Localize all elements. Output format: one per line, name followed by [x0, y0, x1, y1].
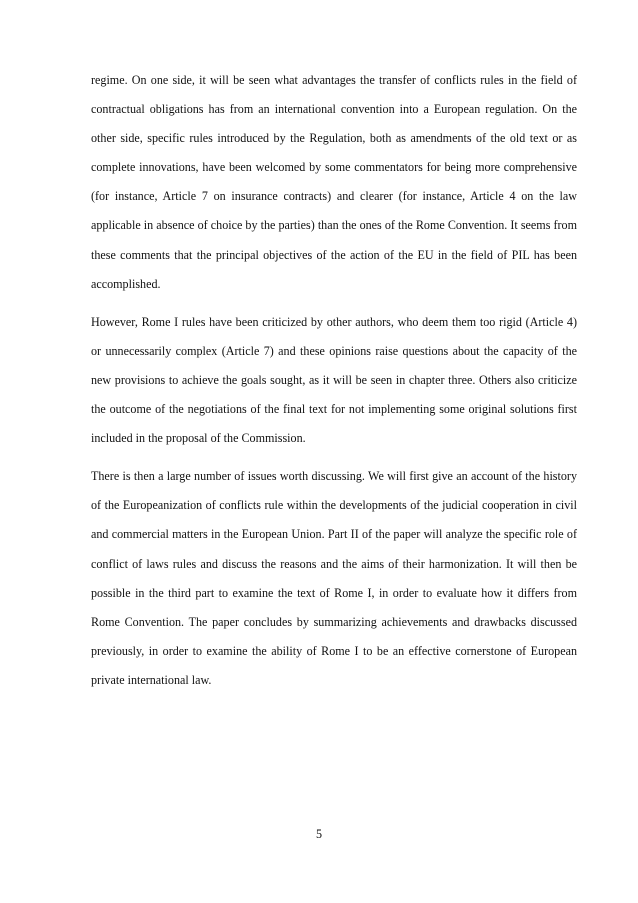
page-number: 5 [315, 827, 323, 841]
body-text [91, 66, 577, 704]
paragraph-1: regime. On one side, it will be seen what advantages the transfer of conflicts rules in the field of contractual obligations has from an international convention into a European regulation. On the other side, specific rules introduced by the Regulation, both as amendments of the old text or as complete innovations, have been welcomed by some commentators for being more comprehensive (for instance, Article 7 on insurance contracts) and clearer (for instance, Article 4 on the law applicable in absence of choice by the parties) than the ones of the Rome Convention. It seems from these comments that the principal objectives of the action of the EU in the field of PIL has been accomplished. [91, 73, 577, 291]
paragraph-3: There is then a large number of issues worth discussing. We will first give an account of the history of the Europeanization of conflicts rule within the developments of the judicial cooperation in civil and commercial matters in the European Union. Part II of the paper will analyze the specific role of conflict of laws rules and discuss the reasons and the aims of their harmonization. It will then be possible in the third part to examine the text of Rome I, in order to evaluate how it differs from Rome Convention. The paper concludes by summarizing achievements and drawbacks discussed previously, in order to examine the ability of Rome I to be an effective cornerstone of European private international law. [91, 469, 577, 687]
paragraph-2: However, Rome I rules have been criticized by other authors, who deem them too rigid (Article 4) or unnecessarily complex (Article 7) and these opinions raise questions about the capacity of the new provisions to achieve the goals sought, as it will be seen in chapter three. Others also criticize the outcome of the negotiations of the final text for not implementing some original solutions first included in the proposal of the Commission. [91, 314, 577, 446]
